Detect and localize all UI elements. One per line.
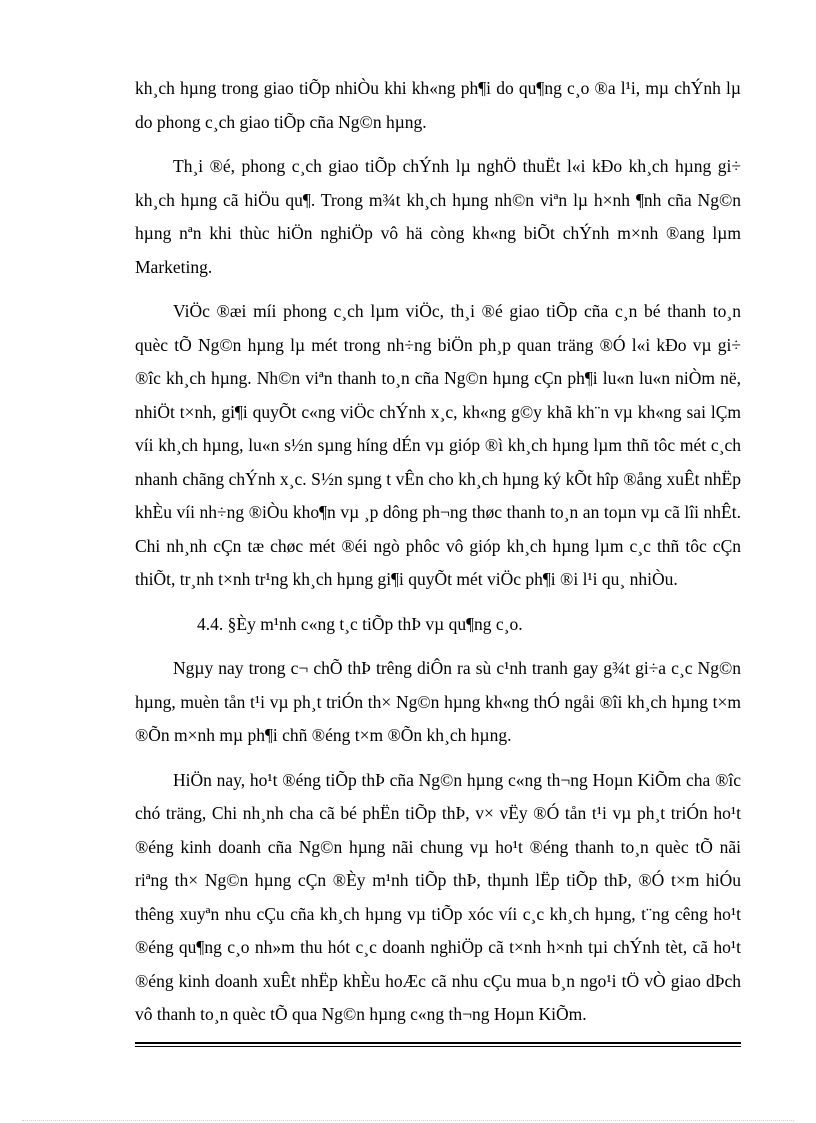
paragraph-5: HiÖn nay, ho¹t ®éng tiÕp thÞ cña Ng©n hµng c«ng th¬ng Hoµn KiÕm cha ®îc chó träng, Chi nh¸nh cha cã bé phËn tiÕp thÞ, v× vËy ®Ó tån t¹i vµ ph¸t triÓn ho¹t ®éng kinh doanh cña Ng©n hµng nãi chung vµ ho¹t ®éng thanh to¸n quèc tÕ nãi riªng th× Ng©n hµng cÇn ®Èy m¹nh tiÕp thÞ, thµnh lËp tiÕp thÞ, ®Ó t×m hiÓu thêng xuyªn nhu cÇu cña kh¸ch hµng vµ tiÕp xóc víi c¸c kh¸ch hµng, t¨ng cêng ho¹t ®éng qu¶ng c¸o nh»m thu hót c¸c doanh nghiÖp cã t×nh h×nh tµi chÝnh tèt, cã ho¹t ®éng kinh doanh xuÊt nhËp khÈu hoÆc cã nhu cÇu mua b¸n ngo¹i tÖ vÒ giao dÞch vô thanh to¸n quèc tÕ qua Ng©n hµng c«ng th¬ng Hoµn KiÕm. — [135, 769, 741, 1024]
footer-rule-thick — [135, 1042, 741, 1044]
paragraph-4: Ngµy nay trong c¬ chÕ thÞ trêng diÔn ra sù c¹nh tranh gay g¾t gi÷a c¸c Ng©n hµng, muèn tån t¹i vµ ph¸t triÓn th× Ng©n hµng kh«ng thÓ ngåi ®îi kh¸ch hµng t×m ®Õn m×nh mµ ph¶i chñ ®éng t×m ®Õn kh¸ch hµng. — [135, 658, 741, 745]
paragraph-2: Th¸i ®é, phong c¸ch giao tiÕp chÝnh lµ nghÖ thuËt l«i kÐo kh¸ch hµng gi÷ kh¸ch hµng cã hiÖu qu¶. Trong m¾t kh¸ch hµng nh©n viªn lµ h×nh ¶nh cña Ng©n hµng nªn khi thùc hiÖn nghiÖp vô hä còng kh«ng biÕt chÝnh m×nh ®ang lµm Marketing. — [135, 156, 741, 277]
page-body — [135, 72, 741, 1043]
paragraph-3: ViÖc ®æi míi phong c¸ch lµm viÖc, th¸i ®é giao tiÕp cña c¸n bé thanh to¸n quèc tÕ Ng©n hµng lµ mét trong nh÷ng biÖn ph¸p quan träng ®Ó l«i kÐo vµ gi÷ ®îc kh¸ch hµng. Nh©n viªn thanh to¸n cña Ng©n hµng cÇn ph¶i lu«n lu«n niÒm në, nhiÖt t×nh, gi¶i quyÕt c«ng viÖc chÝnh x¸c, kh«ng g©y khã kh¨n vµ kh«ng sai lÇm víi kh¸ch hµng, lu«n s½n sµng híng dÉn vµ gióp ®ì kh¸ch hµng lµm thñ tôc mét c¸ch nhanh chãng chÝnh x¸c. S½n sµng t vÊn cho kh¸ch hµng ký kÕt hîp ®ång xuÊt nhËp khÈu víi nh÷ng ®iÒu kho¶n vµ ¸p dông ph¬ng thøc thanh to¸n an toµn vµ cã lîi nhÊt. Chi nh¸nh cÇn tæ chøc mét ®éi ngò phôc vô gióp kh¸ch hµng lµm c¸c thñ tôc cÇn thiÕt, tr¸nh t×nh tr¹ng kh¸ch hµng gi¶i quyÕt mét viÖc ph¶i ®i l¹i qu¸ nhiÒu. — [135, 301, 741, 589]
footer-rule-thin — [135, 1046, 741, 1047]
page-border — [22, 1120, 794, 1121]
paragraph-1: kh¸ch hµng trong giao tiÕp nhiÒu khi kh«ng ph¶i do qu¶ng c¸o ®a l¹i, mµ chÝnh lµ do phong c¸ch giao tiÕp cña Ng©n hµng. — [135, 78, 741, 132]
section-heading: 4.4. §Èy m¹nh c«ng t¸c tiÕp thÞ vµ qu¶ng c¸o. — [197, 613, 523, 634]
